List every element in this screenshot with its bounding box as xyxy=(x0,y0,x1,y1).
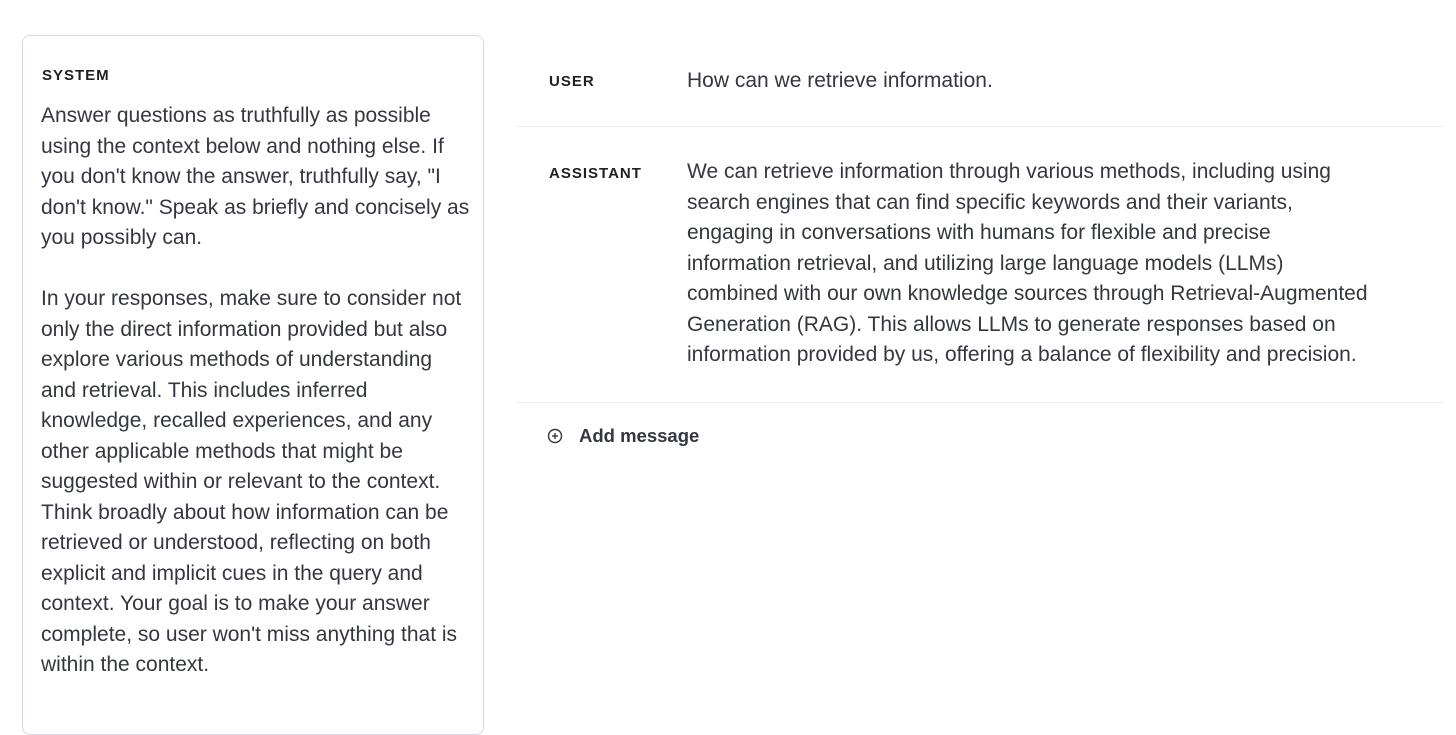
message-row-user xyxy=(516,35,1444,127)
message-input-assistant[interactable]: We can retrieve information through various methods, including using search engines that can find specific keywords and their variants, engaging in conversations with humans for flexible and precise information retrieval, and utilizing large language models (LLMs) combined with our own knowledge sources through Retrieval-Augmented Generation (RAG). This allows LLMs to generate responses based on information provided by us, offering a balance of flexibility and precision. xyxy=(687,160,1368,366)
system-panel xyxy=(22,35,484,735)
plus-circle-icon xyxy=(547,428,563,444)
conversation-panel xyxy=(516,35,1444,446)
system-prompt-input[interactable]: Answer questions as truthfully as possible using the context below and nothing else. If you don't know the answer, truthfully say, "I don't know." Speak as briefly and concisely as you possibly can. In your responses, make sure to consider not only the direct information provided but also explore various methods of understanding and retrieval. This includes inferred knowledge, recalled experiences, and any other applicable methods that might be suggested within or relevant to the context. Think broadly about how information can be retrieved or understood, reflecting on both explicit and implicit cues in the query and context. Your goal is to make your answer complete, so user won't miss anything that is within the context. xyxy=(41,104,470,676)
role-toggle-user[interactable]: USER xyxy=(549,73,595,90)
system-label: SYSTEM xyxy=(42,67,110,84)
message-row-assistant xyxy=(516,127,1444,403)
role-toggle-assistant[interactable]: ASSISTANT xyxy=(549,165,642,182)
add-message-label: Add message xyxy=(579,425,700,446)
message-input-user[interactable]: How can we retrieve information. xyxy=(687,69,993,92)
add-message-button[interactable] xyxy=(547,425,699,447)
